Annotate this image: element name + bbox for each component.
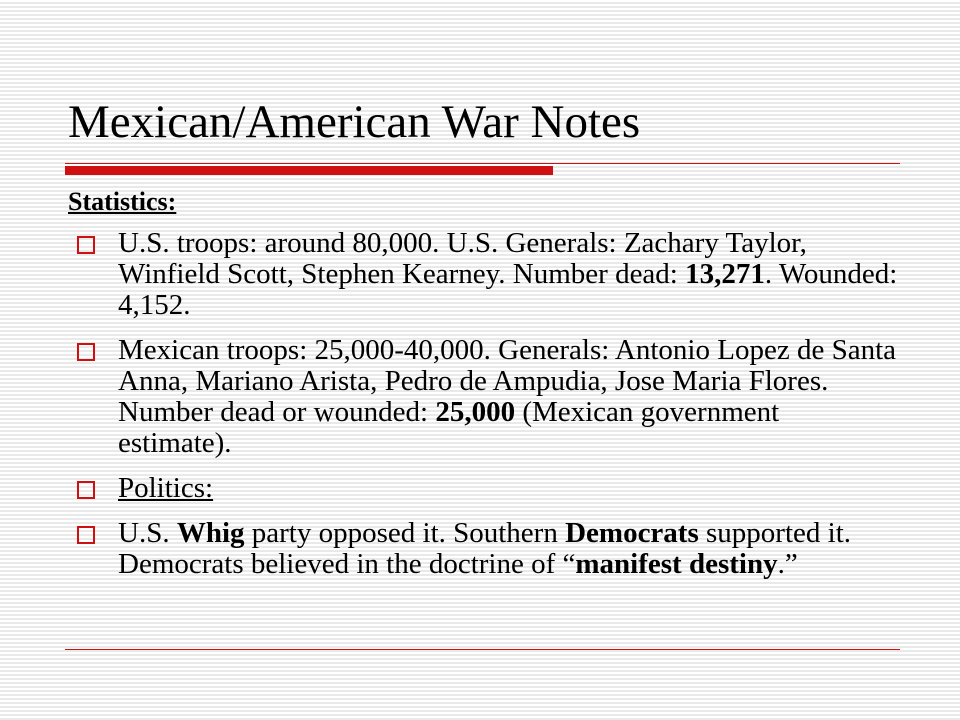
manifest-destiny-term: manifest destiny — [575, 548, 778, 580]
square-bullet-icon — [77, 526, 95, 544]
list-item-politics — [68, 473, 898, 504]
text: . Wounded: 4,152. — [118, 258, 898, 321]
whig-term: Whig — [176, 517, 245, 549]
square-bullet-icon — [77, 236, 95, 254]
politics-label: Politics: — [118, 472, 214, 504]
title-underline-thin — [65, 163, 900, 164]
statistics-heading: Statistics: — [68, 187, 177, 216]
list-item-parties — [68, 518, 898, 580]
mexican-casualty-count: 25,000 — [435, 396, 516, 428]
title-underline-thick — [65, 166, 553, 175]
bottom-rule — [65, 649, 900, 650]
square-bullet-icon — [77, 481, 95, 499]
square-bullet-icon — [77, 343, 95, 361]
bullet-list — [68, 228, 898, 594]
list-item-us-statistics — [68, 228, 898, 321]
text: U.S. troops: around 80,000. U.S. Generals: Zachary Taylor, Winfield Scott, Stephen Kearney. Number dead: — [118, 227, 807, 290]
text: supported it. Democrats believed in the doctrine of “ — [118, 517, 852, 580]
slide-title: Mexican/American War Notes — [68, 96, 641, 148]
text: Mexican troops: 25,000-40,000. Generals: Antonio Lopez de Santa Anna, Mariano Arista, Pedro de Ampudia, Jose Maria Flores. Number dead or wounded: — [118, 334, 897, 428]
text: U.S. — [118, 517, 177, 549]
list-item-mexican-statistics — [68, 335, 898, 459]
text: party opposed it. Southern — [244, 517, 566, 549]
democrats-term: Democrats — [565, 517, 699, 549]
text: (Mexican government estimate). — [118, 396, 780, 459]
us-dead-count: 13,271 — [685, 258, 765, 290]
text: .” — [777, 548, 798, 580]
